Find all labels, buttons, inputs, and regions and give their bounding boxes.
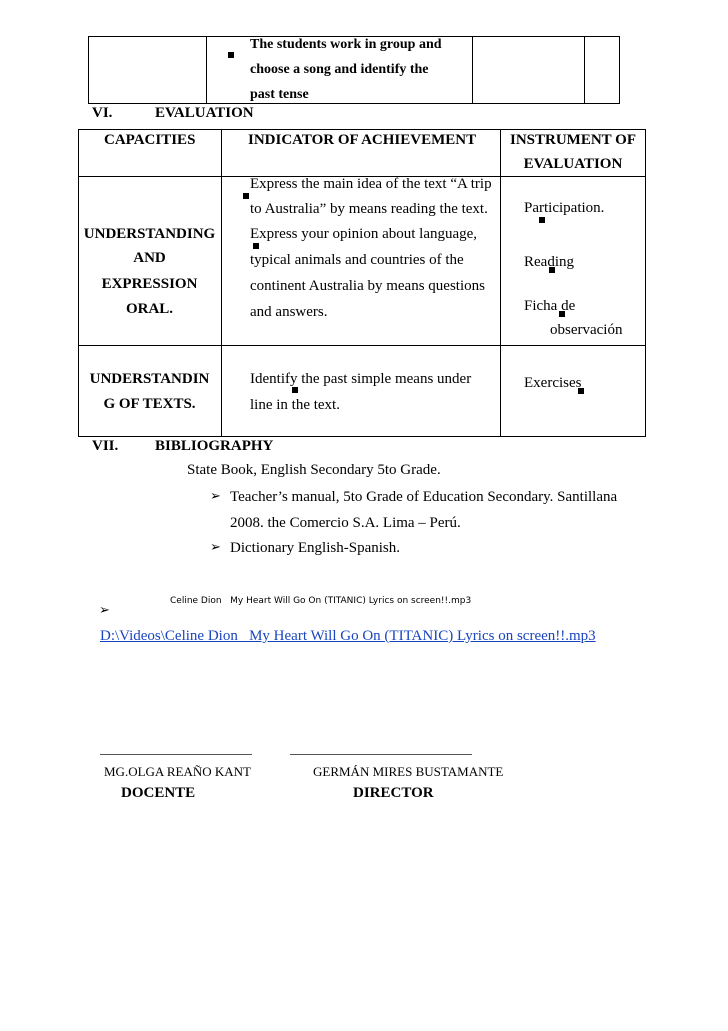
signature-line-left — [100, 754, 252, 755]
bibliography-entry: Teacher’s manual, 5to Grade of Education Secondary. Santillana — [230, 489, 618, 505]
instrument-text: Ficha de — [524, 298, 576, 314]
section-title: BIBLIOGRAPHY — [155, 438, 274, 454]
top-table-divider — [472, 36, 473, 104]
section-title: EVALUATION — [155, 105, 254, 121]
indicator-text: Identify the past simple means under — [250, 371, 472, 387]
bullet-icon — [253, 243, 259, 249]
instrument-text: Exercises — [524, 375, 582, 391]
arrow-bullet-icon: ➢ — [210, 489, 221, 504]
signature-line-right — [290, 754, 472, 755]
media-caption: Celine Dion My Heart Will Go On (TITANIC) Lyrics on screen!!.mp3 — [170, 596, 472, 606]
arrow-bullet-icon: ➢ — [210, 540, 221, 555]
indicator-text: to Australia” by means reading the text. — [250, 201, 488, 217]
indicator-text: and answers. — [250, 304, 328, 320]
capacity-cell: G OF TEXTS. — [103, 396, 196, 412]
instrument-text: observación — [550, 322, 623, 338]
bullet-icon — [539, 217, 545, 223]
signature-role-left: DOCENTE — [121, 785, 196, 801]
signature-name-left: MG.OLGA REAÑO KANT — [104, 764, 251, 779]
top-table-text: choose a song and identify the — [250, 62, 429, 77]
bullet-icon — [228, 52, 234, 58]
signature-role-right: DIRECTOR — [353, 785, 434, 801]
instrument-text: Participation. — [524, 200, 605, 216]
header-indicator: INDICATOR OF ACHIEVEMENT — [248, 132, 477, 148]
arrow-bullet-icon: ➢ — [99, 603, 110, 618]
table-row-divider — [78, 345, 646, 346]
bullet-icon — [243, 193, 249, 199]
indicator-text: Express the main idea of the text “A trip — [250, 176, 492, 192]
top-table-text: past tense — [250, 87, 309, 102]
signature-name-right: GERMÁN MIRES BUSTAMANTE — [313, 764, 504, 779]
capacity-cell: UNDERSTANDIN — [89, 371, 210, 387]
top-table-divider — [206, 36, 207, 104]
indicator-text: continent Australia by means questions — [250, 278, 485, 294]
header-instrument: EVALUATION — [523, 156, 623, 172]
media-file-link[interactable]: D:\Videos\Celine Dion My Heart Will Go On (TITANIC) Lyrics on screen!!.mp3 — [100, 628, 596, 644]
bibliography-entry: 2008. the Comercio S.A. Lima – Perú. — [230, 515, 461, 531]
bibliography-entry: State Book, English Secondary 5to Grade. — [187, 462, 441, 478]
header-capacities: CAPACITIES — [104, 132, 196, 148]
table-col-divider — [221, 129, 222, 437]
indicator-text: Express your opinion about language, — [250, 226, 478, 242]
capacity-cell: UNDERSTANDING — [83, 226, 216, 242]
top-table-divider — [584, 36, 585, 104]
capacity-cell: EXPRESSION — [101, 276, 198, 292]
capacity-cell: AND — [133, 250, 166, 266]
section-number: VI. — [92, 105, 113, 121]
indicator-text: typical animals and countries of the — [250, 252, 464, 268]
header-instrument: INSTRUMENT OF — [510, 132, 636, 148]
instrument-text: Reading — [524, 254, 574, 270]
table-col-divider — [500, 129, 501, 437]
capacity-cell: ORAL. — [125, 301, 174, 317]
bibliography-entry: Dictionary English-Spanish. — [230, 540, 400, 556]
section-number: VII. — [92, 438, 119, 454]
top-table-text: The students work in group and — [250, 37, 442, 52]
indicator-text: line in the text. — [250, 397, 340, 413]
